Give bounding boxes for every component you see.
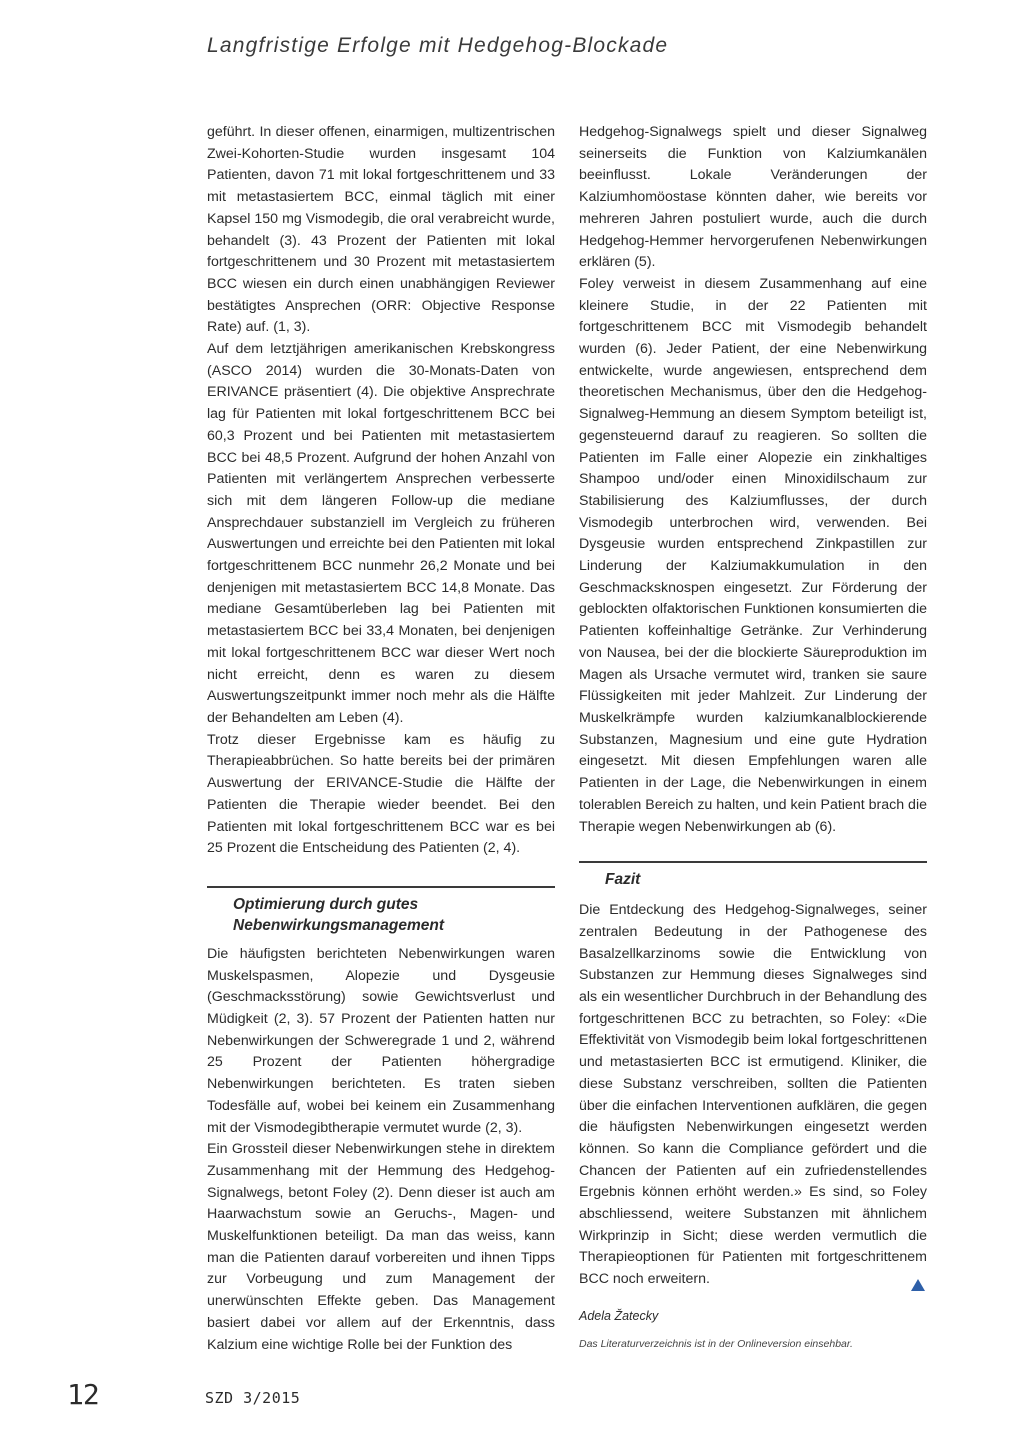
body-paragraph: Auf dem letztjährigen amerikanischen Krebskongress (ASCO 2014) wurden die 30-Monats-Daten von ERIVANCE präsentiert (4). Die objektive Ansprechrate lag für Patienten mit lokal fortgeschrittenem BCC bei 60,3 Prozent und bei Patienten mit metastasiertem BCC bei 48,5 Prozent. Aufgrund der hohen Anzahl von Patienten mit verlängertem Ansprechen verbesserte sich mit dem längeren Follow-up die mediane Ansprechdauer substanziell im Vergleich zu früheren Auswertungen und erreichte bei den Patienten mit lokal fortgeschrittenem BCC nunmehr 26,2 Monate und bei denjenigen mit metastasiertem BCC 14,8 Monate. Das mediane Gesamtüberleben lag bei Patienten mit metastasiertem BCC bei 33,4 Monaten, bei denjenigen mit lokal fortgeschrittenem BCC war dieser Wert noch nicht erreicht, denn es waren zu diesem Auswertungszeitpunkt immer noch mehr als die Hälfte der Behandelten am Leben (4). [207,341,555,726]
author-name: Adela Žatecky [579,1308,659,1323]
end-triangle-icon [911,1279,925,1291]
running-title: Langfristige Erfolge mit Hedgehog-Blockade [207,34,669,57]
left-column [207,122,555,1356]
body-paragraph: Ein Grossteil dieser Nebenwirkungen stehe in direktem Zusammenhang mit der Hemmung des Hedgehog-Signalwegs, betont Foley (2). Denn dieser ist auch am Haarwachstum sowie an Geruchs-, Magen- und Muskelfunktionen beteiligt. Da man das weiss, kann man die Patienten darauf vorbereiten und ihnen Tipps zur Vorbeugung und zum Management der unerwünschten Effekte geben. Das Management basiert dabei vor allem auf der Erkenntnis, dass Kalzium eine wichtige Rolle bei der Funktion des [207,1141,555,1353]
body-paragraph: Foley verweist in diesem Zusammenhang auf eine kleinere Studie, in der 22 Patienten mit fortgeschrittenem BCC mit Vismodegib behandelt wurden (6). Jeder Patient, der eine Nebenwirkung entwickelte, wurde angewiesen, entsprechend dem theoretischen Mechanismus, über den die Hedgehog-Signalweg-Hemmung an diesem Symptom beteiligt ist, gegensteuernd darauf zu reagieren. So sollten die Patienten im Falle einer Alopezie ein zinkhaltiges Shampoo und/oder einen Minoxidilschaum zur Stabilisierung des Kalziumflusses, der durch Vismodegib unterbrochen wird, verwenden. Bei Dysgeusie wurden entsprechend Zinkpastillen zur Linderung der Kalziumakkumulation in den Geschmacksknospen eingesetzt. Zur Förderung der geblockten olfaktorischen Funktionen konsumierten die Patienten koffeinhaltige Getränke. Zur Verhinderung von Nausea, bei der die blockierte Säureproduktion im Magen als Ursache vermutet wird, tranken sie saure Flüssigkeiten mit jeder Mahlzeit. Zur Linderung der Muskelkrämpfe wurden kalziumkanalblockierende Substanzen, Magnesium und eine gute Hydration eingesetzt. Mit diesen Empfehlungen waren alle Patienten in der Lage, die Nebenwirkungen in einem tolerablen Bereich zu halten, und kein Patient brach die Therapie wegen Nebenwirkungen ab (6). [579,275,927,835]
body-paragraph: Die häufigsten berichteten Nebenwirkungen waren Muskelspasmen, Alopezie und Dysgeusie (Geschmacksstörung) sowie Gewichtsverlust und Müdigkeit (2, 3). 57 Prozent der Patienten hatten nur Nebenwirkungen der Schweregrade 1 und 2, während 25 Prozent der Patienten höhergradige Nebenwirkungen berichteten. Es traten sieben Todesfälle auf, wobei bei keinem ein Zusammenhang mit der Vismodegibtherapie vermutet wurde (2, 3). [207,945,555,1136]
right-column [579,122,927,1350]
section-heading: Optimierung durch gutes Nebenwirkungsmanagement [207,886,555,936]
fazit-heading: Fazit [579,861,927,890]
body-paragraph: geführt. In dieser offenen, einarmigen, multizentrischen Zwei-Kohorten-Studie wurden insgesamt 104 Patienten, davon 71 mit lokal fortgeschrittenem und 33 mit metastasiertem BCC, einmal täglich mit einer Kapsel 150 mg Vismodegib, die oral verabreicht wurde, behandelt (3). 43 Prozent der Patienten mit lokal fortgeschrittenem und 30 Prozent mit metastasiertem BCC wiesen ein durch einen unabhängigen Reviewer bestätigtes Ansprechen (ORR: Objective Response Rate) auf. (1, 3). [207,124,555,336]
fazit-block [579,900,927,1291]
body-paragraph: Hedgehog-Signalwegs spielt und dieser Signalweg seinerseits die Funktion von Kalziumkanälen beeinflusst. Lokale Veränderungen der Kalziumhomöostase könnten daher, wie bereits vor mehreren Jahren postuliert wurde, auch die durch Hedgehog-Hemmer hervorgerufenen Nebenwirkungen erklären (5). [579,124,927,271]
references-note: Das Literaturverzeichnis ist in der Onlineversion einsehbar. [579,1337,853,1350]
fazit-paragraph: Die Entdeckung des Hedgehog-Signalweges, seiner zentralen Bedeutung in der Pathogenese des Basalzellkarzinoms sowie die Entwicklung von Substanzen zur Hemmung dieses Signalweges sind als ein wesentlicher Durchbruch in der Behandlung des fortgeschrittenen BCC zu betrachten, so Foley: «Die Effektivität von Vismodegib beim lokal fortgeschrittenen und metastasierten BCC ist ermutigend. Kliniker, die diese Substanz verschreiben, sollten die Patienten über die einfachen Interventionen aufklären, die gegen die häufigsten Nebenwirkungen eingesetzt werden können. So kann die Compliance gefördert und die Chancen der Patienten auf ein zufriedenstellendes Ergebnis können erhöht werden.» Es sind, so Foley abschliessend, weitere Substanzen mit ähnlichem Wirkprinzip in Sicht; diese werden vermutlich die Therapieoptionen für Patienten mit fortgeschrittenem BCC noch erweitern. [579,902,927,1288]
page-number: 12 [67,1378,99,1411]
journal-issue: SZD 3/2015 [205,1389,301,1407]
body-paragraph: Trotz dieser Ergebnisse kam es häufig zu Therapieabbrüchen. So hatte bereits bei der primären Auswertung der ERIVANCE-Studie die Hälfte der Patienten die Therapie wieder beendet. Bei den Patienten mit lokal fortgeschrittenem BCC war es bei 25 Prozent die Entscheidung des Patienten (2, 4). [207,731,555,857]
